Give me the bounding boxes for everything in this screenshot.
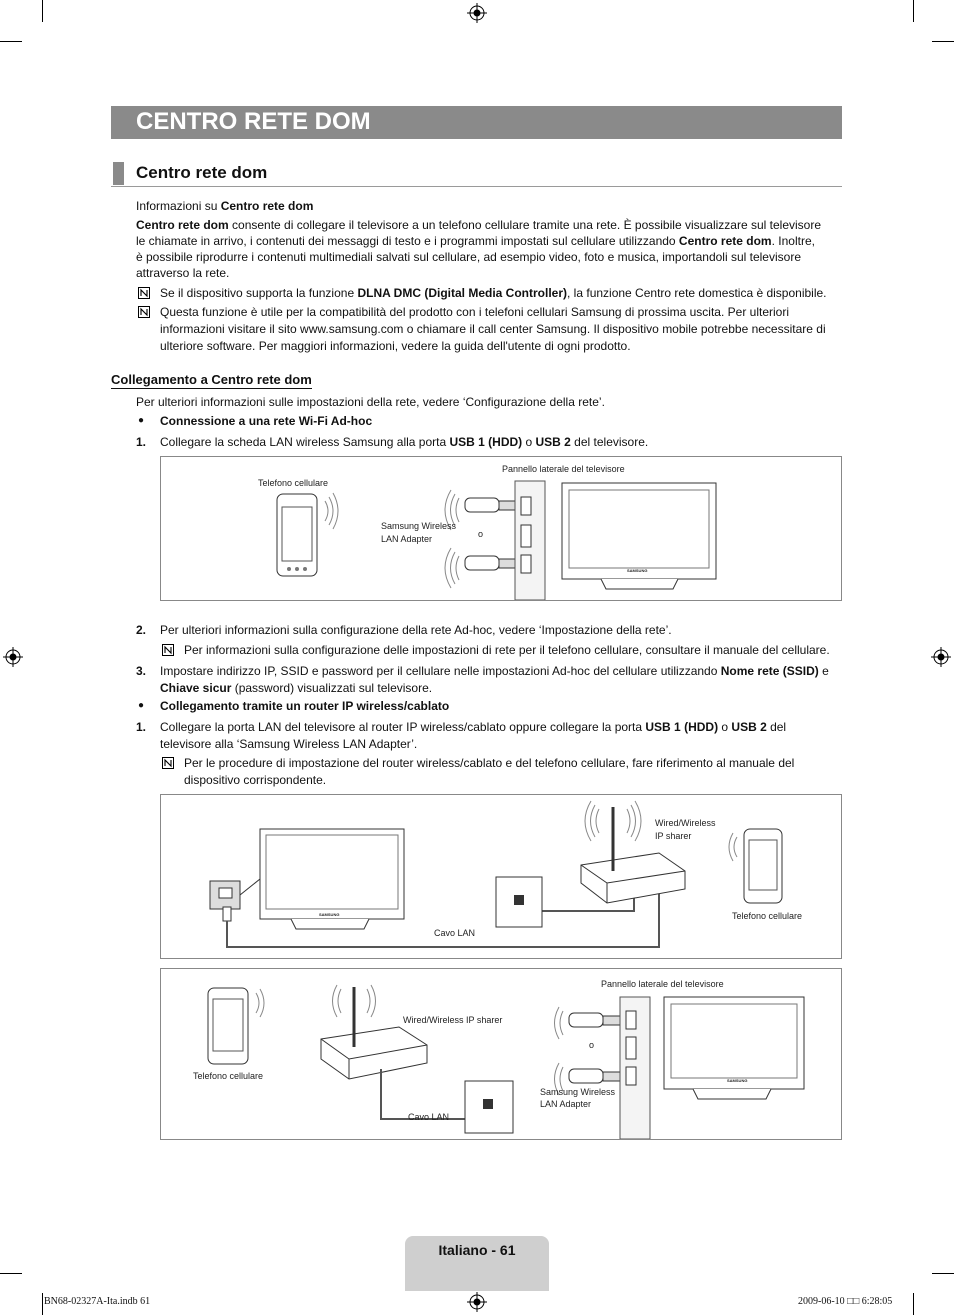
step-bold: USB 2 <box>731 720 767 734</box>
adhoc-heading: Connessione a una rete Wi-Fi Ad-hoc <box>160 414 373 428</box>
step-text: del televisore. <box>570 435 649 449</box>
step-text: Collegare la scheda LAN wireless Samsung alla porta <box>160 435 450 449</box>
intro-line-1 <box>136 217 821 233</box>
figure-router-lan <box>160 794 842 959</box>
step-text: e <box>818 664 829 678</box>
intro-line-4: attraverso la rete. <box>136 266 230 280</box>
note-compat-line-3: ulteriore software. Per maggiori informazioni, vedere la guida dell'utente di ogni prodotto. <box>160 339 631 353</box>
router-note-line-1: Per le procedure di impostazione del router wireless/cablato e del telefono cellulare, fare riferimento al manuale del <box>184 756 795 770</box>
step-text: Collegare la porta LAN del televisore al router IP wireless/cablato oppure collegare la porta <box>160 720 646 734</box>
side-panel-label: Pannello laterale del televisore <box>601 979 724 989</box>
step-bold: USB 2 <box>535 435 571 449</box>
info-bold: Centro rete dom <box>220 199 314 213</box>
adhoc-step-2: Per ulteriori informazioni sulla configurazione della rete Ad-hoc, vedere ‘Impostazione della rete’. <box>160 623 672 637</box>
sharer-label-line-1: Wired/Wireless <box>655 818 716 828</box>
intro-text: . Inoltre, <box>771 234 815 248</box>
step-bold: USB 1 (HDD) <box>449 435 523 449</box>
subsection-intro: Per ulteriori informazioni sulle impostazioni della rete, vedere ‘Configurazione della rete’. <box>136 395 605 409</box>
section-divider <box>111 186 842 187</box>
note-text: Se il dispositivo supporta la funzione <box>160 286 358 300</box>
step-text: del <box>766 720 787 734</box>
tv-brand: SAMSUNG <box>627 568 648 573</box>
page-number: Italiano - 61 <box>438 1242 516 1258</box>
step-number: 3. <box>136 664 147 678</box>
tv-brand: SAMSUNG <box>727 1078 748 1083</box>
lan-cable-label: Cavo LAN <box>408 1112 450 1122</box>
adhoc-step-3-line-2 <box>160 680 432 696</box>
registration-mark-icon <box>3 647 23 667</box>
section-marker <box>113 162 124 185</box>
step-bold: Chiave sicur <box>160 681 232 695</box>
note-bold: DLNA DMC (Digital Media Controller) <box>357 286 568 300</box>
info-line <box>136 198 313 214</box>
step-bold: Nome rete (SSID) <box>720 664 819 678</box>
section-title: Centro rete dom <box>136 163 268 182</box>
intro-bold: Centro rete dom <box>136 218 229 232</box>
bullet: ● <box>138 700 145 711</box>
router-note-line-2: dispositivo corrispondente. <box>184 773 327 787</box>
adhoc-step-2-note: Per informazioni sulla configurazione delle impostazioni di rete per il telefono cellulare, consultare il manuale del cellulare. <box>184 643 830 657</box>
step-text: (password) visualizzati sul televisore. <box>231 681 433 695</box>
phone-label: Telefono cellulare <box>732 911 803 921</box>
adhoc-step-1 <box>160 434 648 450</box>
registration-mark-icon <box>467 1292 487 1312</box>
step-number: 1. <box>136 720 147 734</box>
adapter-label-line-1: Samsung Wireless <box>381 521 457 531</box>
step-text: Impostare indirizzo IP, SSID e password per il cellulare nelle impostazioni Ad-hoc del cellulare utilizzando <box>160 664 721 678</box>
note-compat-line-2: informazioni visitare il sito www.samsung.com o chiamare il call center Samsung. Il dispositivo mobile potrebbe necessitare di <box>160 322 826 336</box>
phone-label: Telefono cellulare <box>258 478 329 488</box>
sharer-label-line-2: IP sharer <box>655 831 692 841</box>
tv-brand: SAMSUNG <box>319 912 340 917</box>
step-text: o <box>718 720 732 734</box>
print-slug-left: BN68-02327A-Ita.indb 61 <box>44 1296 151 1307</box>
adapter-label-line-2: LAN Adapter <box>381 534 433 544</box>
step-number: 1. <box>136 435 147 449</box>
phone-label: Telefono cellulare <box>193 1071 264 1081</box>
sharer-label: Wired/Wireless IP sharer <box>403 1015 503 1025</box>
intro-text: le chiamate in arrivo, i contenuti dei messaggi di testo e i programmi impostati sul cellulare utilizzando <box>136 234 679 248</box>
intro-bold: Centro rete dom <box>678 234 772 248</box>
note-icon <box>162 644 174 656</box>
router-step-1-line-1 <box>160 719 786 735</box>
bullet: ● <box>138 415 145 426</box>
step-number: 2. <box>136 623 147 637</box>
router-heading: Collegamento tramite un router IP wireless/cablato <box>160 699 450 713</box>
note-icon <box>138 306 150 318</box>
adapter-label-line-1: Samsung Wireless <box>540 1087 616 1097</box>
step-text: o <box>522 435 536 449</box>
adapter-label-line-2: LAN Adapter <box>540 1099 592 1109</box>
note-icon <box>138 287 150 299</box>
note-dlna <box>160 285 827 301</box>
figure-router-lan-drawing <box>161 795 841 958</box>
note-icon <box>162 757 174 769</box>
router-step-1-line-2: televisore alla ‘Samsung Wireless LAN Adapter’. <box>160 737 418 751</box>
or-label: o <box>589 1040 595 1050</box>
adhoc-step-3-line-1 <box>160 663 829 679</box>
info-prefix: Informazioni su <box>136 199 221 213</box>
figure-router-usb <box>160 968 842 1140</box>
subsection-title: Collegamento a Centro rete dom <box>111 372 312 387</box>
intro-text: consente di collegare il televisore a un telefono cellulare tramite una rete. È possibile visualizzare sul televisore <box>228 218 821 232</box>
note-text: , la funzione Centro rete domestica è disponibile. <box>567 286 827 300</box>
note-compat-line-1: Questa funzione è utile per la compatibilità del prodotto con i telefoni cellulari Samsung di prossima uscita. Per ulteriori <box>160 305 789 319</box>
lan-cable-label: Cavo LAN <box>434 928 476 938</box>
step-bold: USB 1 (HDD) <box>645 720 719 734</box>
figure-router-usb-drawing <box>161 969 841 1139</box>
intro-line-3: è possibile riprodurre i contenuti multimediali salvati sul cellulare, ad esempio video, foto e musica, importandoli sul televisore <box>136 250 801 264</box>
intro-line-2 <box>136 233 815 249</box>
figure-adhoc <box>160 456 842 601</box>
registration-mark-icon <box>467 3 487 23</box>
print-slug-right: 2009-06-10 □□ 6:28:05 <box>798 1296 893 1307</box>
registration-mark-icon <box>931 647 951 667</box>
chapter-title: CENTRO RETE DOM <box>136 108 371 135</box>
or-label: o <box>478 529 484 539</box>
side-panel-label: Pannello laterale del televisore <box>502 464 625 474</box>
